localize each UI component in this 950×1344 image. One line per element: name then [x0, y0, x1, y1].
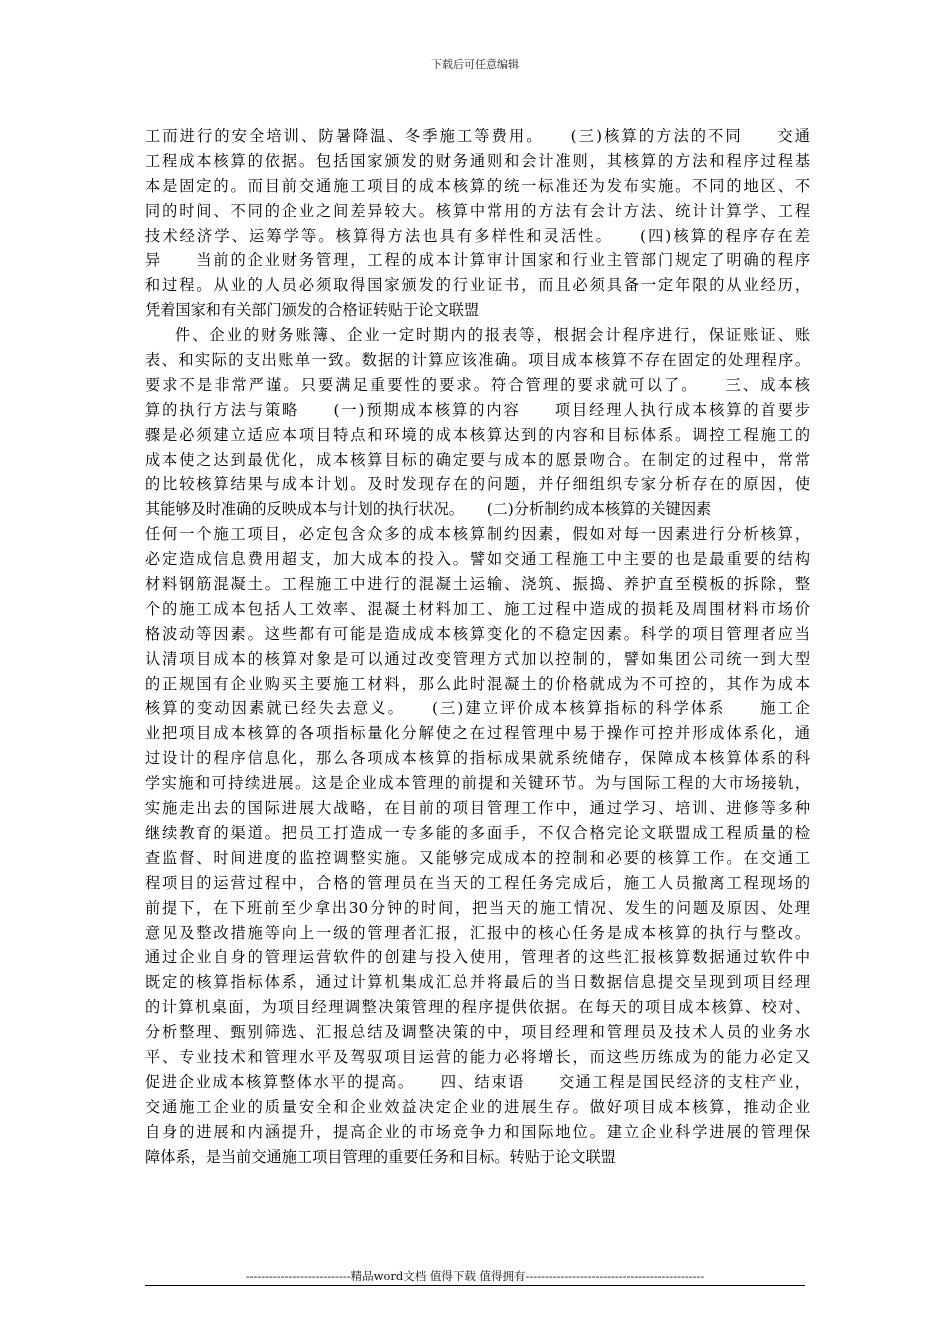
body-line: 成本使之达到最优化，成本核算目标的确定要与成本的愿景吻合。在制定的过程中，常常 — [145, 450, 810, 469]
body-line: 技术经济学、运筹学等。核算得方法也具有多样性和灵活性。 (四)核算的程序存在差 — [145, 226, 810, 245]
body-line: 前提下，在下班前至少拿出30分钟的时间，把当天的施工情况、发生的问题及原因、处理 — [145, 898, 810, 917]
body-line: 查监督、时间进度的监控调整实施。又能够完成成本的控制和必要的核算工作。在交通工 — [145, 848, 810, 867]
body-line: 格波动等因素。这些都有可能是造成成本核算变化的不稳定因素。科学的项目管理者应当 — [145, 624, 810, 643]
body-line: 认清项目成本的核算对象是可以通过改变管理方式加以控制的，譬如集团公司统一到大型 — [145, 649, 810, 668]
body-line: 学实施和可持续进展。这是企业成本管理的前提和关键环节。为与国际工程的大市场接轨， — [145, 774, 810, 793]
body-line: 过设计的程序信息化，那么各项成本核算的指标成果就系统储存，保障成本核算体系的科 — [145, 749, 810, 768]
body-line: 工而进行的安全培训、防暑降温、冬季施工等费用。 (三)核算的方法的不同 交通 — [145, 127, 810, 145]
body-line: 算的执行方法与策略 (一)预期成本核算的内容 项目经理人执行成本核算的首要步 — [145, 400, 810, 419]
body-line: 件、企业的财务账簿、企业一定时期内的报表等，根据会计程序进行，保证账证、账 — [175, 326, 810, 345]
body-line: 分析整理、甄别筛选、汇报总结及调整决策的中，项目经理和管理员及技术人员的业务水 — [145, 1023, 810, 1042]
body-line: 通过企业自身的管理运营软件的创建与投入使用，管理者的这些汇报核算数据通过软件中 — [145, 948, 810, 967]
body-line: 骤是必须建立适应本项目特点和环境的成本核算达到的内容和目标体系。调控工程施工的 — [145, 425, 810, 444]
body-line: 的正规国有企业购买主要施工材料，那么此时混凝土的价格就成为不可控的，其作为成本 — [145, 674, 810, 693]
body-line: 任何一个施工项目，必定包含众多的成本核算制约因素，假如对每一因素进行分析核算， — [145, 525, 810, 544]
body-line: 促进企业成本核算整体水平的提高。 四、结束语 交通工程是国民经济的支柱产业， — [145, 1072, 810, 1091]
footer-rule — [145, 1285, 805, 1286]
body-line: 表、和实际的支出账单一致。数据的计算应该准确。项目成本核算不存在固定的处理程序。 — [145, 351, 810, 370]
body-line: 实施走出去的国际进展大战略，在目前的项目管理工作中，通过学习、培训、进修等多种 — [145, 799, 810, 818]
document-body — [145, 124, 810, 1169]
body-line: 必定造成信息费用超支，加大成本的投入。譬如交通工程施工中主要的也是最重要的结构 — [145, 550, 810, 569]
body-line: 程项目的运营过程中，合格的管理员在当天的工程任务完成后，施工人员撤离工程现场的 — [145, 873, 810, 892]
body-line: 平、专业技术和管理水平及驾驭项目运营的能力必将增长，而这些历练成为的能力必定又 — [145, 1047, 810, 1066]
body-line: 核算的变动因素就已经失去意义。 (三)建立评价成本核算指标的科学体系 施工企 — [145, 699, 810, 718]
body-line: 意见及整改措施等向上一级的管理者汇报，汇报中的核心任务是成本核算的执行与整改。 — [145, 923, 810, 942]
body-line: 继续教育的渠道。把员工打造成一专多能的多面手，不仅合格完论文联盟成工程质量的检 — [145, 823, 810, 842]
body-line: 交通施工企业的质量安全和企业效益决定企业的进展生存。做好项目成本核算，推动企业 — [145, 1097, 810, 1116]
body-line: 和过程。从业的人员必须取得国家颁发的行业证书，而且必须具备一定年限的从业经历， — [145, 276, 810, 295]
body-line: 同的时间、不同的企业之间差异较大。核算中常用的方法有会计方法、统计计算学、工程 — [145, 201, 810, 220]
body-line: 的计算机桌面，为项目经理调整决策管理的程序提供依据。在每天的项目成本核算、校对、 — [145, 998, 810, 1017]
body-line: 的比较核算结果与成本计划。及时发现存在的问题，并仔细组织专家分析存在的原因，使 — [145, 475, 810, 494]
body-line: 本是固定的。而目前交通施工项目的成本核算的统一标准还为发布实施。不同的地区、不 — [145, 176, 810, 195]
body-line: 工程成本核算的依据。包括国家颁发的财务通则和会计准则，其核算的方法和程序过程基 — [145, 151, 810, 170]
body-line: 障体系，是当前交通施工项目管理的重要任务和目标。转贴于论文联盟 — [145, 1147, 616, 1166]
body-line: 个的施工成本包括人工效率、混凝土材料加工、施工过程中造成的损耗及周围材料市场价 — [145, 599, 810, 618]
body-line: 自身的进展和内涵提升，提高企业的市场竞争力和国际地位。建立企业科学进展的管理保 — [145, 1122, 810, 1141]
body-line: 要求不是非常严谨。只要满足重要性的要求。符合管理的要求就可以了。 三、成本核 — [145, 375, 810, 394]
body-line: 异 当前的企业财务管理，工程的成本计算审计国家和行业主管部门规定了明确的程序 — [145, 251, 810, 270]
body-line: 凭着国家和有关部门颁发的合格证转贴于论文联盟 — [145, 301, 480, 320]
page-header: 下载后可任意编辑 — [431, 58, 519, 71]
page-footer: ---------------------------精品word文档 值得下载 值得拥有---------------------------------------------- — [245, 1269, 705, 1283]
body-line: 其能够及时准确的反映成本与计划的执行状况。 (二)分析制约成本核算的关键因素 — [145, 500, 712, 519]
body-line: 既定的核算指标体系，通过计算机集成汇总并将最后的当日数据信息提交呈现到项目经理 — [145, 973, 810, 992]
body-line: 材料钢筋混凝土。工程施工中进行的混凝土运输、浇筑、振捣、养护直至模板的拆除，整 — [145, 575, 810, 594]
body-line: 业把项目成本核算的各项指标量化分解使之在过程管理中易于操作可控并形成体系化，通 — [145, 724, 810, 743]
